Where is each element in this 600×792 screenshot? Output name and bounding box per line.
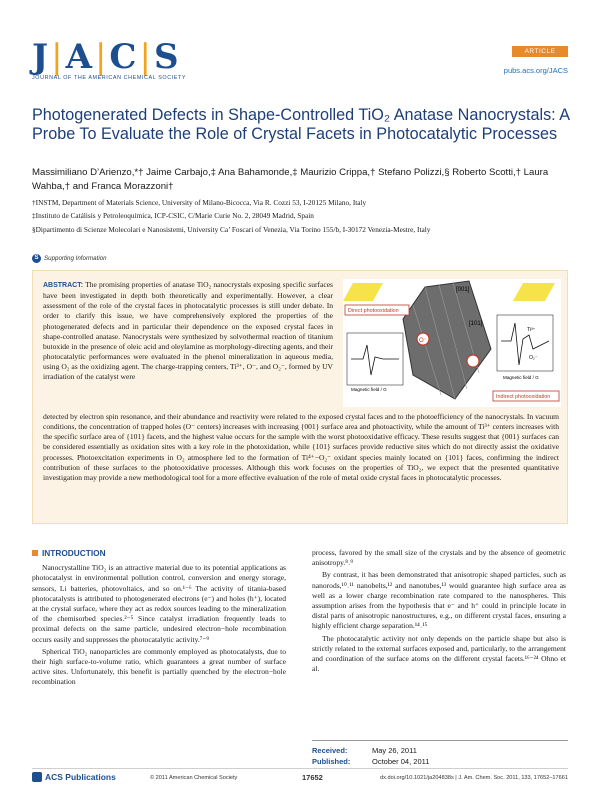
left-column — [32, 548, 286, 690]
indirect-photooxidation-label: Indirect photooxidation — [496, 394, 551, 400]
field-axis-right: Magnetic field / G — [503, 375, 539, 380]
intro-paragraph-1: Nanocrystalline TiO₂ is an attractive material due to its potential applications as photocatalyst in environmental pollution control, conversion and energy storage, sensors, Li batteries, photovoltaics, and so on.¹⁻⁶ The activity of titania-based photocatalysts is attributed to photogenerated electrons (e⁻) and holes (h⁺), located at the crystal surface, where they act as redox sources leading to the mineralization of the chemisorbed species.²⁻⁵ Since catalyst irradiation frequently leads to proximal defects on the same particle, undesired electron−hole recombination occurs easily and suppresses the photocatalytic activity.⁷⁻⁹ — [32, 563, 286, 644]
author-list: Massimiliano D’Arienzo,*† Jaime Carbajo,‡ Ana Bahamonde,‡ Maurizio Crippa,† Stefano Polizzi,§ Roberto Scotti,† Laura Wahba,† and Franca Morazzoni† — [32, 167, 549, 192]
affiliations — [32, 198, 572, 238]
article-type-badge: ARTICLE — [512, 46, 568, 57]
toc-graphic — [343, 279, 561, 407]
field-axis-left: Magnetic field / G — [351, 387, 387, 392]
doi-citation[interactable]: dx.doi.org/10.1021/ja204838s | J. Am. Chem. Soc. 2011, 133, 17652–17661 — [380, 775, 568, 781]
abstract-box — [32, 270, 568, 524]
journal-url-link[interactable]: pubs.acs.org/JACS — [503, 66, 568, 75]
intro-paragraph-2: Spherical TiO₂ nanoparticles are commonly employed as photocatalysts, due to their high surface-to-volume ratio, which guarantees a great number of surface active sites. Unfortunately, this benefit is partially quenched by the electron−hole recombination — [32, 646, 286, 687]
page-number: 17652 — [302, 773, 323, 782]
abstract-body-bottom: detected by electron spin resonance, and their abundance and reactivity were related to the exposed crystal faces and to the photoefficiency of the nanocrystals. In vacuum conditions, the concentration of trapped holes (O⁻ centers) increases with increasing {001} surface area and photoactivity, while the amount of Ti³⁺ centers increases with the specific surface area of {101} facets, and the highest value occurs for the sample with the worst photooxidative efficacy. These results suggest that {001} surfaces can be considered essentially as oxidation sites with a key role in the photoxidation, while {101} surfaces provide reductive sites which do not directly assist the oxidative processes. Photoexcitation experiments in O₂ atmosphere led to the formation of Ti⁴⁺−O₂⁻ oxidant species mainly located on {101} faces, confirming the indirect contribution of these surfaces to the photooxidative processes. Although this work focuses on the properties of TiO₂, we expect that the presented quantitative investigation may provide a new methodological tool for a more effective evaluation of the role of metal oxide crystal faces in photocatalytic processes. — [43, 412, 559, 482]
o-minus-label: O⁻ — [419, 338, 427, 344]
supporting-info-label: Supporting Information — [44, 255, 107, 262]
intro-paragraph-r2: By contrast, it has been demonstrated that anisotropic shaped particles, such as nanorods,¹⁰˒¹¹ nanobelts,¹² and nanotubes,¹³ would guarantee high surface area as well as a lower charge recombination rate compared to the nanospheres. This assumption arises from the hypothesis that e⁻ and h⁺ could in principle locate in distal parts of anisotropic nanostructures, e.g., on different crystal faces, ensuring a highly efficient charge separation.¹⁴˒¹⁵ — [312, 570, 566, 631]
introduction-heading — [32, 548, 286, 558]
publisher-name: ACS Publications — [45, 772, 116, 782]
journal-masthead — [32, 37, 568, 82]
acs-publications-logo[interactable] — [32, 772, 116, 782]
received-value: May 26, 2011 — [372, 746, 417, 755]
ti3-label: Ti³⁺ — [527, 327, 536, 333]
jacs-logo: J|A|C|S — [32, 37, 180, 77]
acs-logo-icon — [32, 772, 42, 782]
intro-paragraph-r1: process, favored by the small size of the crystals and by the absence of geometric anisotropy.⁸˒⁹ — [312, 548, 566, 568]
introduction-heading-text: INTRODUCTION — [42, 548, 106, 558]
supporting-info-icon: S — [32, 254, 41, 263]
abstract-label: ABSTRACT: — [43, 282, 84, 289]
affiliation-2: ‡Instituto de Catálisis y Petroleoquímica, ICP-CSIC, C/Marie Curie No. 2, 28049 Madrid, Spain — [32, 211, 314, 221]
copyright-notice: © 2011 American Chemical Society — [150, 775, 238, 781]
supporting-info-link[interactable] — [32, 254, 107, 263]
facet-101-label: [101] — [469, 321, 483, 327]
journal-full-name: JOURNAL OF THE AMERICAN CHEMICAL SOCIETY — [32, 75, 187, 81]
direct-photooxidation-label: Direct photooxidation — [348, 308, 399, 314]
publication-dates — [312, 740, 568, 767]
o2-minus-label: O₂⁻ — [529, 355, 538, 361]
right-column — [312, 548, 566, 676]
affiliation-1: †INSTM, Department of Materials Science, University of Milano-Bicocca, Via R. Cozzi 53, I-20125 Milano, Italy — [32, 198, 367, 207]
affiliation-3: §Dipartimento di Scienze Molecolari e Nanosistemi, University Ca’ Foscari of Venezia, Via Torino 155/b, I-30172 Venezia-Mestre, Italy — [32, 224, 431, 234]
section-marker-icon — [32, 550, 38, 556]
intro-paragraph-r3: The photocatalytic activity not only depends on the particle shape but also is strictly related to the external surfaces exposed and, particularly, to the arrangement and coordination of the surface atoms on the different crystal facets.¹⁶⁻²⁴ Ohno et al. — [312, 633, 566, 674]
abstract-body-top: The promising properties of anatase TiO₂ nanocrystals exposing specific surfaces have been investigated in depth both theoretically and experimentally. However, a clear assessment of the role of the crystal faces in photocatalytic processes is still under debate. In order to clarify this issue, we have comprehensively explored the properties of the photogenerated defects and in particular their dependence on the exposed crystal faces in shape-controlled anatase. Nanocrystals were synthesized by solvothermal reaction of titanium butoxide in the presence of oleic acid and oleylamine as morphology-directing agents, and their photocatalytic performances were evaluated in the phenol mineralization in aqueous media, using O₂ as the oxidizing agent. The charge-trapping centers, Ti³⁺, O⁻, and O₂⁻, formed by UV irradiation of the catalyst were — [43, 280, 333, 382]
paper-title: Photogenerated Defects in Shape-Controlled TiO₂ Anatase Nanocrystals: A Probe To Evaluate the Role of Crystal Facets in Photocatalytic Processes — [32, 106, 570, 143]
received-row — [312, 745, 568, 756]
received-label: Received: — [312, 746, 348, 755]
published-label: Published: — [312, 757, 351, 766]
electron-marker — [467, 355, 479, 367]
page-footer — [32, 768, 568, 782]
abstract-text-top — [43, 280, 333, 383]
published-row — [312, 756, 568, 767]
published-value: October 04, 2011 — [372, 757, 430, 766]
facet-001-label: [001] — [456, 287, 470, 293]
